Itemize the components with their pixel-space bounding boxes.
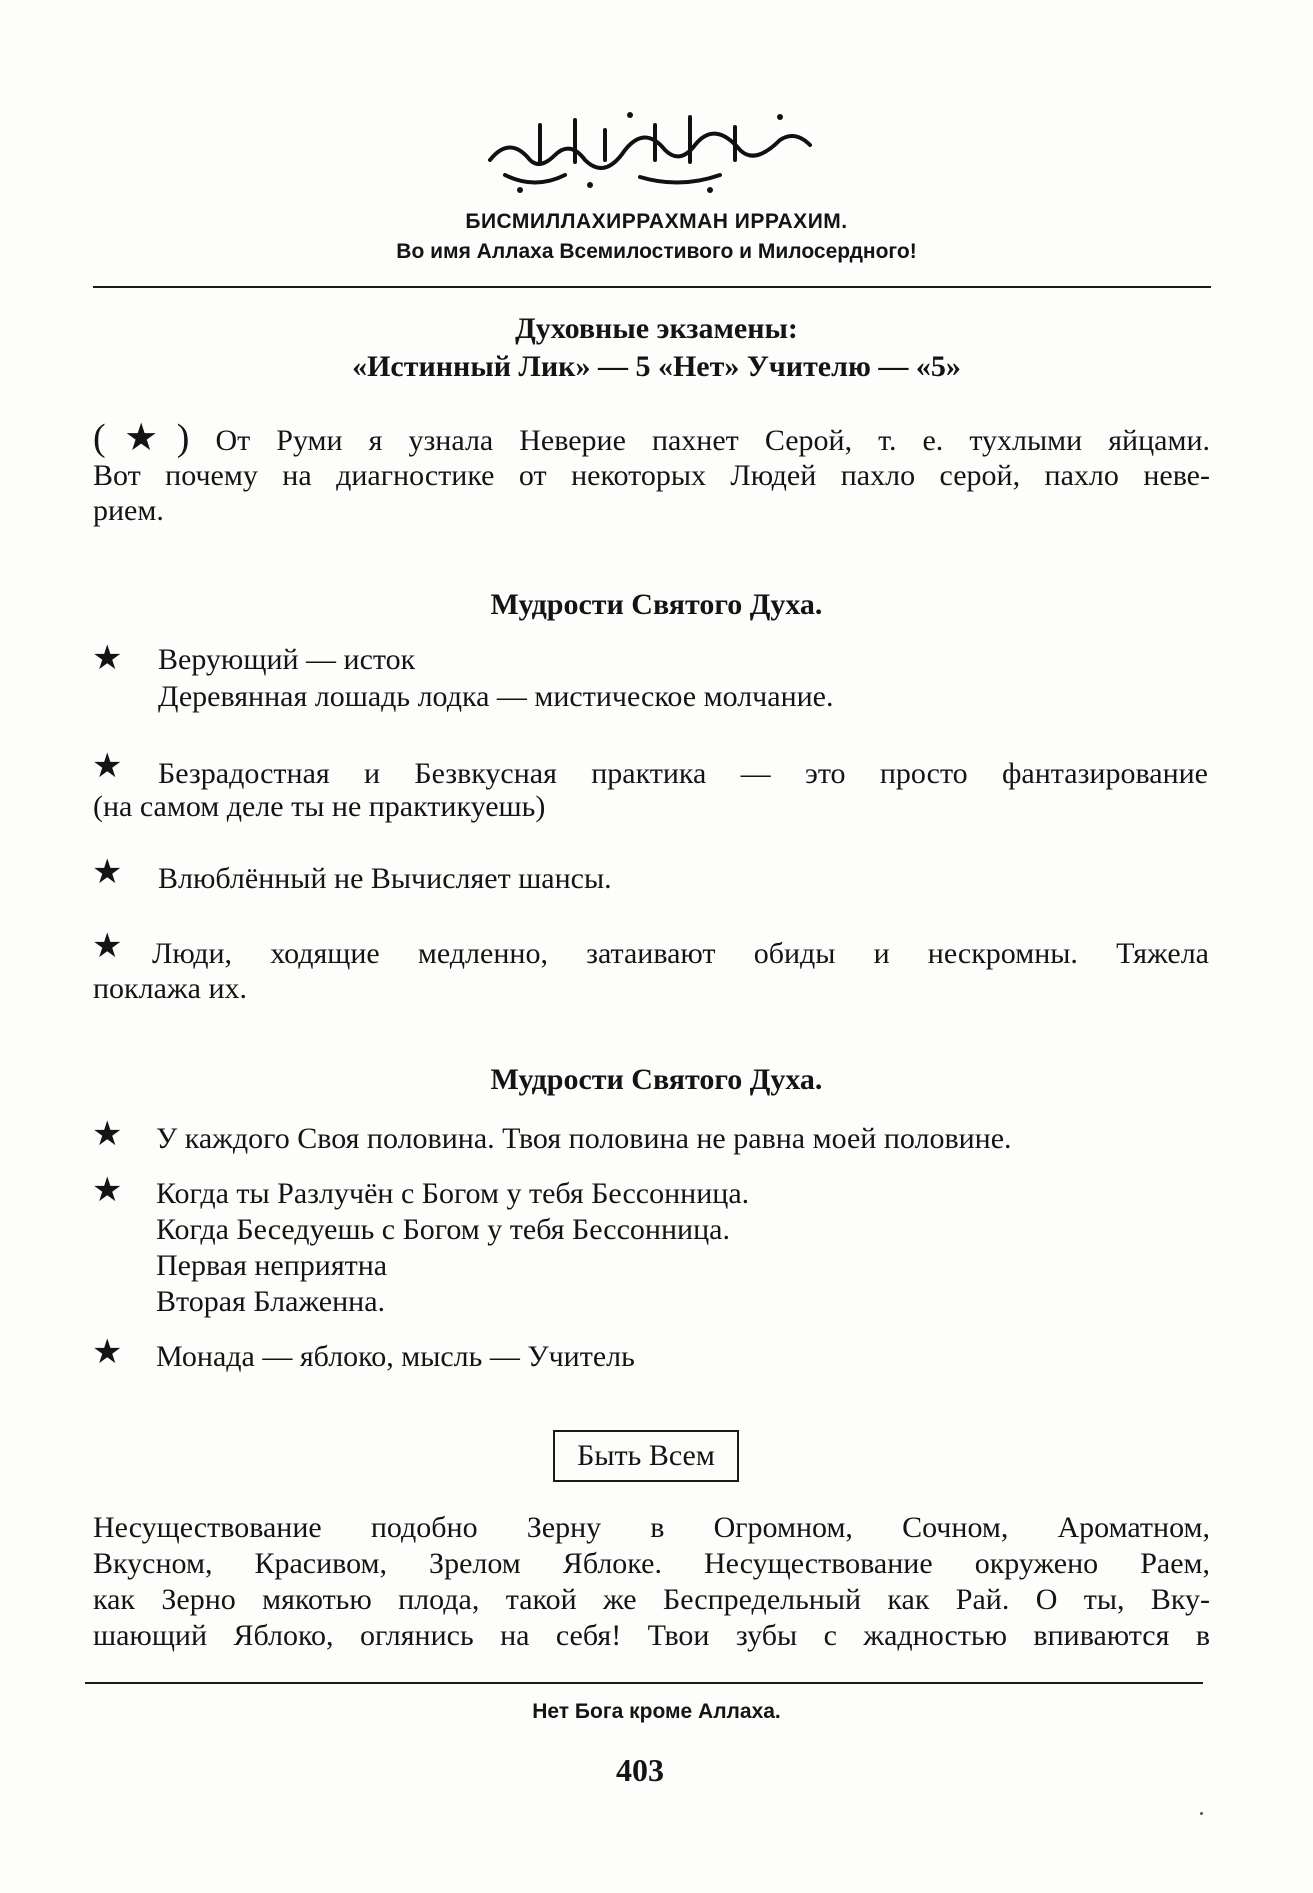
header-transliteration: БИСМИЛЛАХИРРАХМАН ИРРАХИМ.	[465, 210, 848, 233]
list-item-text	[152, 936, 1209, 972]
list-item-text: Влюблённый не Вычисляет шансы.	[158, 862, 612, 895]
footer-text: Нет Бога кроме Аллаха.	[532, 1700, 781, 1723]
footer-divider	[85, 1682, 1203, 1684]
star-bullet-icon: ★	[92, 928, 123, 965]
page-number: 403	[616, 1752, 664, 1788]
list-item-line: Безрадостная и Безвкусная практика — это просто фантазирование	[158, 757, 1208, 790]
boxed-heading: Быть Всем	[553, 1430, 739, 1482]
paragraph-line: Несуществование подобно Зерну в Огромном, Сочном, Ароматном,	[93, 1511, 1210, 1544]
list-item-text: Когда Беседуешь с Богом у тебя Бессонница.	[156, 1213, 730, 1246]
list-item-text: У каждого Своя половина. Твоя половина не равна моей половине.	[156, 1122, 1012, 1155]
list-item-text: Деревянная лошадь лодка — мистическое молчание.	[158, 680, 834, 713]
star-marker: (★)	[93, 417, 190, 459]
header-translation: Во имя Аллаха Всемилостивого и Милосердного!	[396, 240, 917, 263]
section-title: Духовные экзамены:	[515, 312, 798, 345]
scan-speck	[1200, 1812, 1203, 1815]
paragraph-line: шающий Яблоко, оглянись на себя! Твои зубы с жадностью впиваются в	[93, 1619, 1210, 1652]
list-item-text: Монада — яблоко, мысль — Учитель	[156, 1340, 635, 1373]
star-bullet-icon: ★	[92, 1116, 123, 1153]
list-item-text: Первая неприятна	[156, 1249, 388, 1282]
paragraph-line: рием.	[93, 494, 164, 527]
list-item-text: Верующий — исток	[158, 643, 416, 676]
list-item-text: Вторая Блаженна.	[156, 1285, 386, 1318]
list-item-line: Люди, ходящие медленно, затаивают обиды и нескромны. Тяжела	[152, 937, 1209, 970]
section-title: Мудрости Святого Духа.	[490, 1063, 823, 1096]
list-item-text	[158, 756, 1208, 792]
star-bullet-icon: ★	[92, 640, 123, 677]
section-subtitle: «Истинный Лик» — 5 «Нет» Учителю — «5»	[352, 350, 961, 383]
list-item-text: поклажа их.	[93, 972, 248, 1005]
paragraph-line: Вот почему на диагностике от некоторых Людей пахло серой, пахло неве-	[93, 459, 1210, 492]
star-bullet-icon: ★	[92, 748, 123, 785]
list-item-text: (на самом деле ты не практикуешь)	[93, 790, 546, 823]
bismillah-calligraphy	[480, 105, 830, 200]
paragraph-line	[93, 417, 1210, 459]
star-bullet-icon: ★	[92, 854, 123, 891]
paragraph-line: как Зерно мякотью плода, такой же Беспредельный как Рай. О ты, Вку-	[93, 1583, 1210, 1616]
paragraph-text: От Руми я узнала Неверие пахнет Серой, т. е. тухлыми яйцами.	[215, 424, 1210, 457]
header-divider	[93, 286, 1211, 288]
list-item-text: Когда ты Разлучён с Богом у тебя Бессонница.	[156, 1177, 750, 1210]
section-title: Мудрости Святого Духа.	[490, 588, 823, 621]
star-bullet-icon: ★	[92, 1334, 123, 1371]
paragraph-line: Вкусном, Красивом, Зрелом Яблоке. Несуществование окружено Раем,	[93, 1547, 1210, 1580]
star-bullet-icon: ★	[92, 1172, 123, 1209]
